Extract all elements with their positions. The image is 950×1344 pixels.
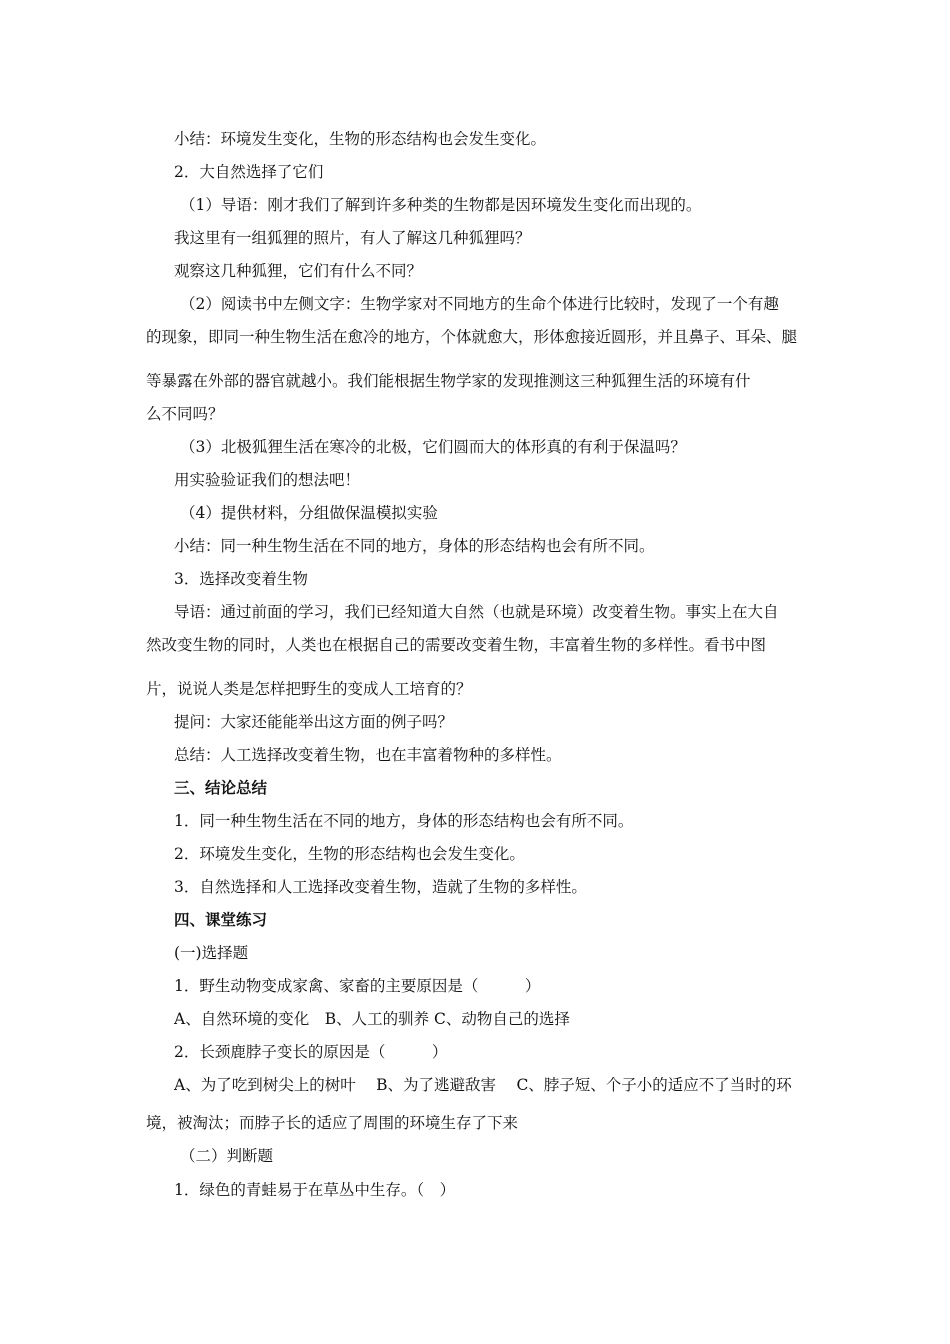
question-2-options-cont: 境，被淘汰；而脖子长的适应了周围的环境生存了下来 <box>146 1114 519 1132</box>
summary-line-2: 小结：同一种生物生活在不同的地方，身体的形态结构也会有所不同。 <box>174 537 655 555</box>
conclusion-item-3: 3．自然选择和人工选择改变着生物，造就了生物的多样性。 <box>174 878 587 896</box>
question-2-options: A、为了吃到树尖上的树叶 B、为了逃避敌害 C、脖子短、个子小的适应不了当时的环 <box>174 1076 792 1094</box>
question-1: 1．野生动物变成家禽、家畜的主要原因是（ ） <box>174 977 541 995</box>
step-1-intro: （1）导语：刚才我们了解到许多种类的生物都是因环境发生变化而出现的。 <box>180 196 702 214</box>
step-2-reading-cont-1: 的现象，即同一种生物生活在愈冷的地方，个体就愈大，形体愈接近圆形，并且鼻子、耳朵、腿 <box>146 328 798 346</box>
question-2: 2．长颈鹿脖子变长的原因是（ ） <box>174 1043 448 1061</box>
subheading-multiple-choice: (一)选择题 <box>174 944 249 962</box>
conclusion-item-2: 2．环境发生变化，生物的形态结构也会发生变化。 <box>174 845 525 863</box>
intro-line-cont-1: 然改变生物的同时，人类也在根据自己的需要改变着生物，丰富着生物的多样性。看书中图 <box>146 636 767 654</box>
summary-line-1: 小结：环境发生变化，生物的形态结构也会发生变化。 <box>174 130 547 148</box>
heading-classroom-practice: 四、课堂练习 <box>174 910 268 929</box>
step-2-reading-cont-2: 等暴露在外部的器官就越小。我们能根据生物学家的发现推测这三种狐狸生活的环境有什 <box>146 372 751 390</box>
section-heading-3: 3．选择改变着生物 <box>174 570 308 588</box>
fox-observe-line: 观察这几种狐狸，它们有什么不同？ <box>174 262 423 280</box>
section-heading-2: 2．大自然选择了它们 <box>174 163 324 181</box>
step-4-materials: （4）提供材料，分组做保温模拟实验 <box>180 504 438 522</box>
step-2-reading: （2）阅读书中左侧文字：生物学家对不同地方的生命个体进行比较时，发现了一个有趣 <box>180 295 779 313</box>
conclusion-item-1: 1．同一种生物生活在不同的地方，身体的形态结构也会有所不同。 <box>174 812 634 830</box>
true-false-question-1: 1．绿色的青蛙易于在草丛中生存。（ ） <box>174 1181 456 1199</box>
heading-conclusion-summary: 三、结论总结 <box>174 778 268 797</box>
intro-line-cont-2: 片，说说人类是怎样把野生的变成人工培育的？ <box>146 680 472 698</box>
conclusion-line: 总结：人工选择改变着生物，也在丰富着物种的多样性。 <box>174 746 562 764</box>
step-2-reading-cont-3: 么不同吗？ <box>146 405 224 423</box>
intro-line: 导语：通过前面的学习，我们已经知道大自然（也就是环境）改变着生物。事实上在大自 <box>174 603 779 621</box>
question-1-options: A、自然环境的变化 B、人工的驯养 C、动物自己的选择 <box>174 1010 570 1028</box>
experiment-line: 用实验验证我们的想法吧！ <box>174 471 361 489</box>
fox-photo-line: 我这里有一组狐狸的照片，有人了解这几种狐狸吗？ <box>174 229 531 247</box>
subheading-true-false: （二）判断题 <box>180 1147 274 1165</box>
question-line: 提问：大家还能能举出这方面的例子吗？ <box>174 713 454 731</box>
step-3-arctic-fox: （3）北极狐狸生活在寒冷的北极，它们圆而大的体形真的有利于保温吗？ <box>180 438 686 456</box>
